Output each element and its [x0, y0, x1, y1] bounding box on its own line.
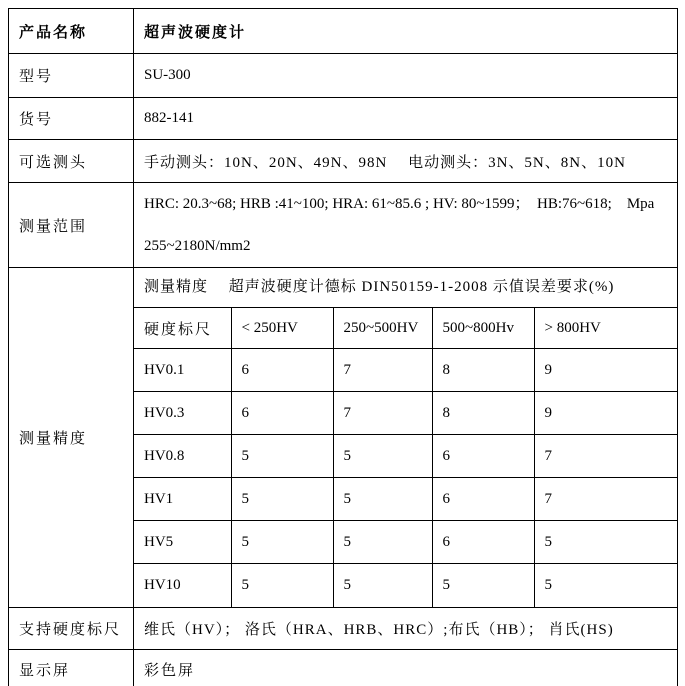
acc-hv0-3-c2: 7: [333, 392, 432, 435]
acc-hv1-c3: 6: [432, 478, 534, 521]
acc-hv0-8-c2: 5: [333, 435, 432, 478]
acc-hv0-3-c3: 8: [432, 392, 534, 435]
accuracy-row-hv5: [134, 521, 678, 564]
acc-hv0-1-scale: HV0.1: [134, 349, 231, 392]
accuracy-row-hv10: [134, 564, 678, 608]
row-display-label: 显示屏: [9, 650, 134, 686]
row-accuracy-content: [134, 268, 678, 608]
accuracy-title: 测量精度 超声波硬度计德标 DIN50159-1-2008 示值误差要求(%): [134, 268, 677, 308]
row-probes-label: 可选测头: [9, 140, 134, 183]
accuracy-header-row: [134, 308, 678, 349]
acc-hv10-c4: 5: [534, 564, 678, 608]
row-model-value: SU-300: [134, 54, 678, 98]
acc-hv10-scale: HV10: [134, 564, 231, 608]
spec-row-model: [9, 54, 678, 98]
acc-hv0-1-c3: 8: [432, 349, 534, 392]
row-probes-value: 手动测头：10N、20N、49N、98N 电动测头：3N、5N、8N、10N: [134, 140, 678, 183]
spec-row-probes: [9, 140, 678, 183]
accuracy-row-hv0-8: [134, 435, 678, 478]
accuracy-row-hv1: [134, 478, 678, 521]
acc-hv0-1-c4: 9: [534, 349, 678, 392]
spec-row-product-name: [9, 9, 678, 54]
row-display-value: 彩色屏: [134, 650, 678, 686]
row-item-number-value: 882-141: [134, 98, 678, 140]
acc-hv1-c4: 7: [534, 478, 678, 521]
row-supported-scales-value: 维氏（HV）； 洛氏（HRA、HRB、HRC）;布氏（HB）； 肖氏(HS): [134, 608, 678, 650]
accuracy-row-hv0-1: [134, 349, 678, 392]
acc-hv1-scale: HV1: [134, 478, 231, 521]
spec-row-item-number: [9, 98, 678, 140]
accuracy-row-hv0-3: [134, 392, 678, 435]
product-spec-table: [8, 8, 678, 686]
acc-header-500-800hv: 500~800Hv: [432, 308, 534, 349]
row-product-name-value: 超声波硬度计: [134, 9, 678, 54]
acc-hv0-8-c1: 5: [231, 435, 333, 478]
row-item-number-label: 货号: [9, 98, 134, 140]
spec-row-accuracy: [9, 268, 678, 608]
acc-header-scale: 硬度标尺: [134, 308, 231, 349]
acc-hv0-3-c4: 9: [534, 392, 678, 435]
acc-header-gt-800hv: > 800HV: [534, 308, 678, 349]
acc-header-lt-250hv: < 250HV: [231, 308, 333, 349]
acc-hv5-c4: 5: [534, 521, 678, 564]
accuracy-table: [134, 308, 678, 607]
acc-hv10-c1: 5: [231, 564, 333, 608]
row-measuring-range-label: 测量范围: [9, 183, 134, 268]
measuring-range-line-1: HRC: 20.3~68; HRB :41~100; HRA: 61~85.6 ; HV: 80~1599； HB:76~618; Mpa: [144, 196, 655, 212]
acc-hv0-8-scale: HV0.8: [134, 435, 231, 478]
acc-hv0-3-c1: 6: [231, 392, 333, 435]
row-product-name-label: 产品名称: [9, 9, 134, 54]
acc-hv5-scale: HV5: [134, 521, 231, 564]
row-model-label: 型号: [9, 54, 134, 98]
acc-hv10-c2: 5: [333, 564, 432, 608]
acc-header-250-500hv: 250~500HV: [333, 308, 432, 349]
spec-row-display: [9, 650, 678, 686]
acc-hv5-c3: 6: [432, 521, 534, 564]
spec-row-measuring-range: [9, 183, 678, 268]
acc-hv0-8-c4: 7: [534, 435, 678, 478]
row-measuring-range-value: [134, 183, 678, 268]
acc-hv0-8-c3: 6: [432, 435, 534, 478]
acc-hv0-3-scale: HV0.3: [134, 392, 231, 435]
acc-hv1-c1: 5: [231, 478, 333, 521]
spec-row-supported-scales: [9, 608, 678, 650]
acc-hv0-1-c2: 7: [333, 349, 432, 392]
row-accuracy-label: 测量精度: [9, 268, 134, 608]
acc-hv10-c3: 5: [432, 564, 534, 608]
acc-hv5-c1: 5: [231, 521, 333, 564]
acc-hv1-c2: 5: [333, 478, 432, 521]
measuring-range-line-2: 255~2180N/mm2: [144, 238, 251, 254]
acc-hv5-c2: 5: [333, 521, 432, 564]
row-supported-scales-label: 支持硬度标尺: [9, 608, 134, 650]
acc-hv0-1-c1: 6: [231, 349, 333, 392]
